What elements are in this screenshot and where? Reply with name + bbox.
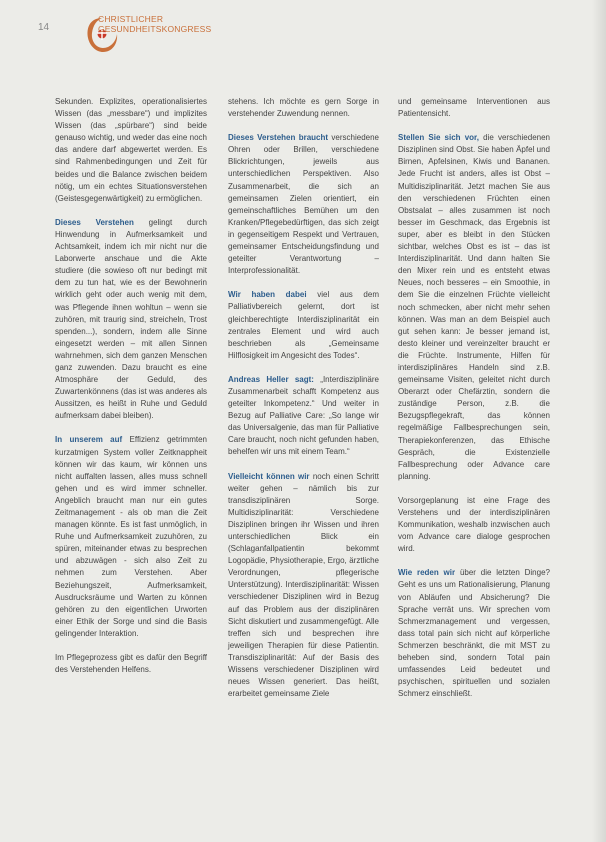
paragraph [228, 374, 379, 459]
paragraph-lead: Vielleicht können wir [228, 471, 310, 481]
paragraph-text: Vorsorgeplanung ist eine Frage des Verstehens und der interdisziplinären Kommunikation, weshalb inzwischen auch vom Advance care dialoge gesprochen wird. [398, 495, 550, 554]
paragraph [228, 289, 379, 362]
paragraph [55, 217, 207, 423]
paragraph-text: Effizienz getrimmten kurzatmigen System voller Zeitknappheit können wir das kaum, wir können uns nicht auffalten lassen, alles muss schnell gehen und es wird immer schneller. Angeblich braucht man nur ein gutes Zeitmanagement - als ob man die Zeit managen könnte. Es ist fast unmöglich, in Ruhe und Aufmerksamkeit zuzuhören, zu spüren, miteinander etwas zu besprechen und abzuwägen - sich also Zeit zu nehmen zum Verstehen. Aber Beziehungszeit, Aufmerksamkeit, Ausdrucksräume und Warten zu können gehören zu den eigentlichen Urworten einer Ethik der Sorge und sind die Basis gelingender Interaktion. [55, 435, 207, 638]
paragraph [398, 495, 550, 555]
text-column-3 [398, 96, 550, 712]
paragraph [228, 132, 379, 277]
paragraph-text: stehens. Ich möchte es gern Sorge in verstehender Zuwendung nennen. [228, 97, 379, 119]
text-column-2 [228, 96, 379, 712]
paragraph-text: verschiedene Ohren oder Brillen, verschiedene Blickrichtungen, jeweils aus unterschiedlichen Perspektiven. Also Zusammenarbeit, die sich an gemeinsamen Zielen orientiert, ein gemeinschaftliches Bemühen um den Kranken/Pflegebedürftigen, das sich zeigt in gegenseitigem Respekt und Vertrauen, gemeinsamer Entscheidungsfindung und geteilter Verantwortung – Interprofessionalität. [228, 133, 379, 276]
paragraph [228, 471, 379, 701]
paragraph-lead: Dieses Verstehen braucht [228, 133, 329, 143]
paragraph-text: die verschiedenen Disziplinen sind Obst. Sie haben Äpfel und Birnen, Apfelsinen, Kiwis und Bananen. Jede Frucht ist anders, alles ist Obst – Multidisziplinarität. Jetzt machen Sie aus den verschiedenen Früchten einen Obstsalat – alles zusammen ist noch besser im Geschmack, das Ergebnis ist super, aber es bleibt in den Stücken sichtbar, welches Obst es ist – das ist Interdisziplinarität. Und dann halten Sie den Mixer rein und es entsteht etwas Neues, noch besseres – ein Smoothie, in dem Sie die einzelnen Früchte vielleicht noch schmecken, aber nicht mehr sehen können. Was man an dem Beispiel auch gut sehen kann: Je besser jemand ist, desto kleiner und vereinzelter braucht er die Früchte. Instrumente, Hilfen für interdisziplinäres Handeln sind z.B. gemeinsame Visiten, geleitet nicht durch Oberarzt oder Chefärztin, sondern die zuständige Person, z.B. die Bezugspflegekraft, das können regelmäßige Fallbesprechungen sein, Therapiekonferenzen, das Ethische Gespräch, die Existenzielle Fallbesprechung oder Advance care planning. [398, 133, 550, 481]
paragraph [55, 434, 207, 640]
paragraph-lead: Andreas Heller sagt: [228, 374, 314, 384]
paragraph-text: „Interdisziplinäre Zusammenarbeit schafft Kompetenz aus geteilter Inkompetenz.“ Und weiter in Bezug auf Palliative Care: „So lange wir das Universalgenie, das man für Palliative Care braucht, noch nicht gefunden haben, behelfen wir uns mit einem Team.“ [228, 374, 379, 457]
paragraph-text: Sekunden. Explizites, operationalisiertes Wissen (das „messbare“) und implizites Wissen (das „spürbare“) sind beide genauso wichtig, und weder das eine noch das andere darf abgewertet werden. Es sind Rahmenbedingungen und Zeit für beides und die Balance zwischen beidem nötig, um ein echtes Situationsverstehen (Geistesgegenwärtigkeit) zu ermöglichen. [55, 97, 207, 203]
paragraph-lead: Wie reden wir [398, 568, 456, 578]
page-number: 14 [38, 22, 50, 33]
paragraph-lead: In unserem auf [55, 435, 123, 445]
paragraph [398, 96, 550, 120]
brand-line-2: GESUNDHEITSKONGRESS [98, 24, 212, 34]
paragraph-lead: Wir haben dabei [228, 290, 307, 300]
paragraph [55, 652, 207, 676]
paragraph-lead: Dieses Verstehen [55, 217, 134, 227]
paragraph-text: Im Pflegeprozess gibt es dafür den Begriff des Verstehenden Helfens. [55, 653, 207, 675]
text-column-1 [55, 96, 207, 688]
brand-line-1: CHRISTLICHER [98, 14, 164, 24]
paragraph-text: und gemeinsame Interventionen aus Patientensicht. [398, 97, 550, 119]
paragraph [55, 96, 207, 205]
page-edge-shadow [592, 0, 606, 842]
paragraph [398, 567, 550, 700]
paragraph-text: gelingt durch Hinwendung in Aufmerksamkeit und Achtsamkeit, indem ich mir nicht nur die Laborwerte anschaue und die Akte studiere (die sowieso oft nur bedingt mit dem zu tun hat, wie es der Bewohnerin wirklich geht oder auch wenig mit dem, was Pflegende ihnen wohltun – wenn sie zuhören, mit traurig sind, streicheln, Trost spenden...), sondern, indem alle Sinne eingesetzt werden – mit allen Sinnen wahrnehmen, sich dem ganzen Menschen ganz zuwenden. Dazu braucht es eine Atmosphäre der Geduld, des Zuwartenkönnens (das ist was anderes als Aussitzen, es heißt in Ruhe und Geduld aufmerksam dabei bleiben). [55, 217, 207, 421]
paragraph [228, 96, 379, 120]
paragraph-text: noch einen Schritt weiter gehen – nämlich bis zur transdisziplinären Sorge. Multidisziplinarität: Verschiedene Disziplinen bringen ihr Wissen und ihren unterschiedlichen Blick ein (Schlaganfallpatientin bekommt Logopädie, Physiotherapie, Ergo, ärztliche Verordnungen, pflegerische Unterstützung). Interdisziplinarität: Wissen verschiedener Disziplinen wird in Bezug auf das Problem aus der disziplinären Sicht diskutiert und zusammengefügt. Alle treffen sich und besprechen ihre jeweiligen Therapien für diese Patientin. Transdisziplinarität: Auf der Basis des Wissens verschiedener Disziplinen wird neues Wissen generiert. Das heißt, erarbeitet gemeinsame Ziele [228, 471, 379, 699]
paragraph-lead: Stellen Sie sich vor, [398, 133, 479, 143]
page-header [38, 8, 338, 58]
paragraph-text: viel aus dem Palliativbereich gelernt, dort ist gleichberechtigte Interdisziplinarität ein zentrales Element und wird auch beschrieben als „Gemeinsame Hilflosigkeit im Angesicht des Todes“. [228, 290, 379, 360]
congress-brand [98, 14, 211, 34]
paragraph-text: über die letzten Dinge? Geht es uns um Rationalisierung, Planung von Abläufen und Absicherung? Die Sprache verrät uns. Wir sprechen vom Schmerzmanagement und vergessen, dass total pain sich nicht auf körperliche Schmerzen beschränkt, die mit MST zu beheben sind, sondern Total pain umfassendes Leid bedeutet und psychischen, spirituellen und sozialen Schmerz einschließt. [398, 568, 550, 699]
paragraph [398, 132, 550, 483]
